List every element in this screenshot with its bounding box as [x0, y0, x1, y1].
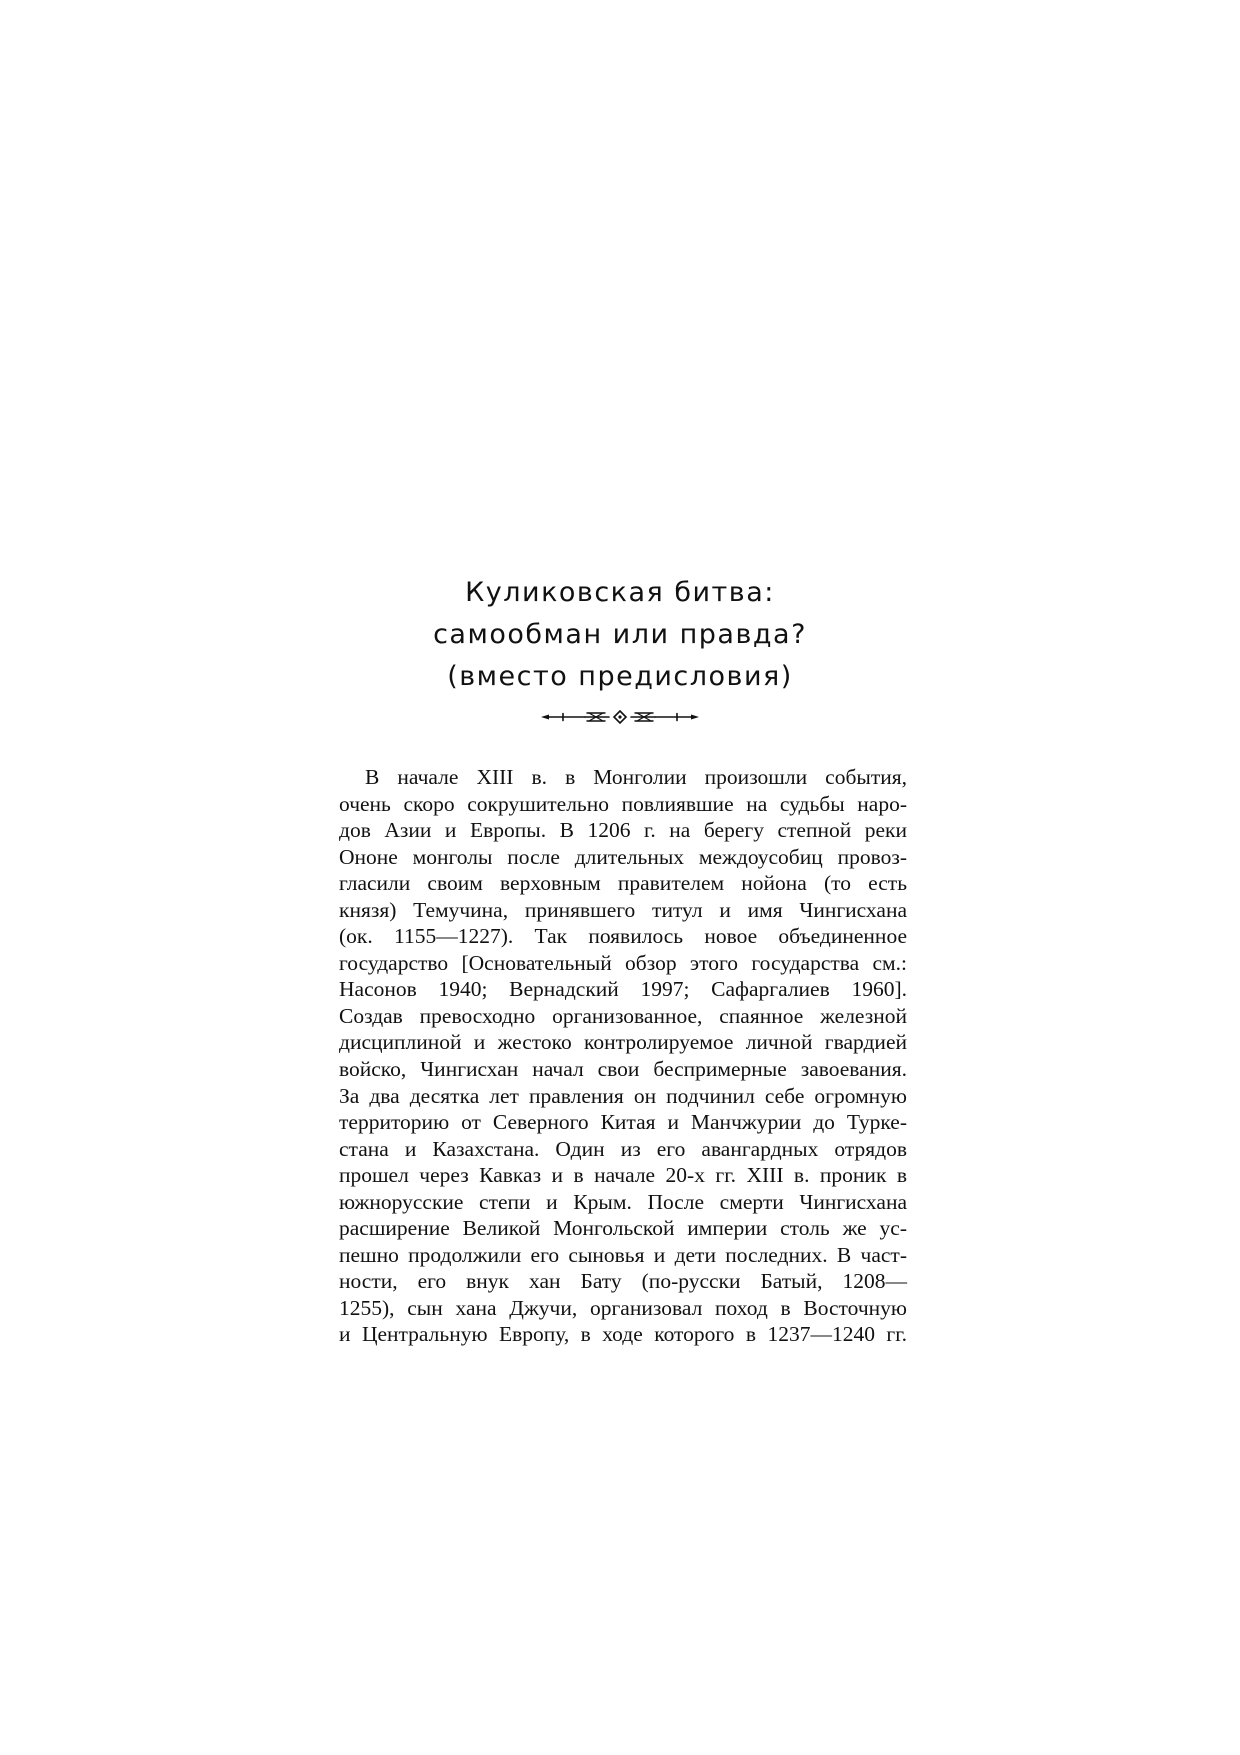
paragraph-line: князя) Темучина, принявшего титул и имя Чингисхана — [339, 897, 907, 922]
paragraph-line: государство [Основательный обзор этого государства см.: — [339, 950, 907, 975]
paragraph-line: Насонов 1940; Вернадский 1997; Сафаргалиев 1960]. — [339, 977, 907, 1002]
paragraph-line: ности, его внук хан Бату (по-русски Батый, 1208— — [339, 1269, 907, 1294]
paragraph-line: расширение Великой Монгольской империи столь же ус- — [339, 1216, 907, 1241]
paragraph-line: и Центральную Европу, в ходе которого в 1237—1240 гг. — [339, 1322, 907, 1347]
paragraph-line: За два десятка лет правления он подчинил себе огромную — [339, 1083, 907, 1108]
paragraph-line: дисциплиной и жестоко контролируемое личной гвардией — [339, 1030, 907, 1055]
chapter-title-line-3: (вместо предисловия) — [447, 661, 793, 692]
chapter-heading — [0, 572, 1240, 698]
paragraph-line: 1255), сын хана Джучи, организовал поход в Восточную — [339, 1295, 907, 1320]
paragraph-line: Создав превосходно организованное, спаянное железной — [339, 1003, 907, 1028]
paragraph-line: дов Азии и Европы. В 1206 г. на берегу степной реки — [339, 818, 907, 843]
paragraph-line: гласили своим верховным правителем нойона (то есть — [339, 871, 907, 896]
paragraph-line: Ононе монголы после длительных междоусобиц провоз- — [339, 844, 907, 869]
chapter-title-line-1: Куликовская битва: — [465, 577, 775, 608]
chapter-title-line-2: самообман или правда? — [433, 619, 807, 650]
paragraph-line: прошел через Кавказ и в начале 20-х гг. XIII в. проник в — [339, 1163, 907, 1188]
paragraph-line: войско, Чингисхан начал свои беспримерные завоевания. — [339, 1057, 907, 1082]
paragraph-line: очень скоро сокрушительно повлиявшие на судьбы наро- — [339, 791, 907, 816]
paragraph-line: пешно продолжили его сыновья и дети последних. В част- — [339, 1242, 907, 1267]
paragraph-line: стана и Казахстана. Один из его авангардных отрядов — [339, 1136, 907, 1161]
paragraph-line: южнорусские степи и Крым. После смерти Чингисхана — [339, 1189, 907, 1214]
paragraph-line: (ок. 1155—1227). Так появилось новое объединенное — [339, 924, 907, 949]
paragraph-line: В начале XIII в. в Монголии произошли события, — [365, 765, 907, 789]
body-paragraph — [339, 764, 907, 1348]
decorative-divider-ornament-icon — [541, 709, 699, 725]
paragraph-line: территорию от Северного Китая и Манчжурии до Турке- — [339, 1110, 907, 1135]
